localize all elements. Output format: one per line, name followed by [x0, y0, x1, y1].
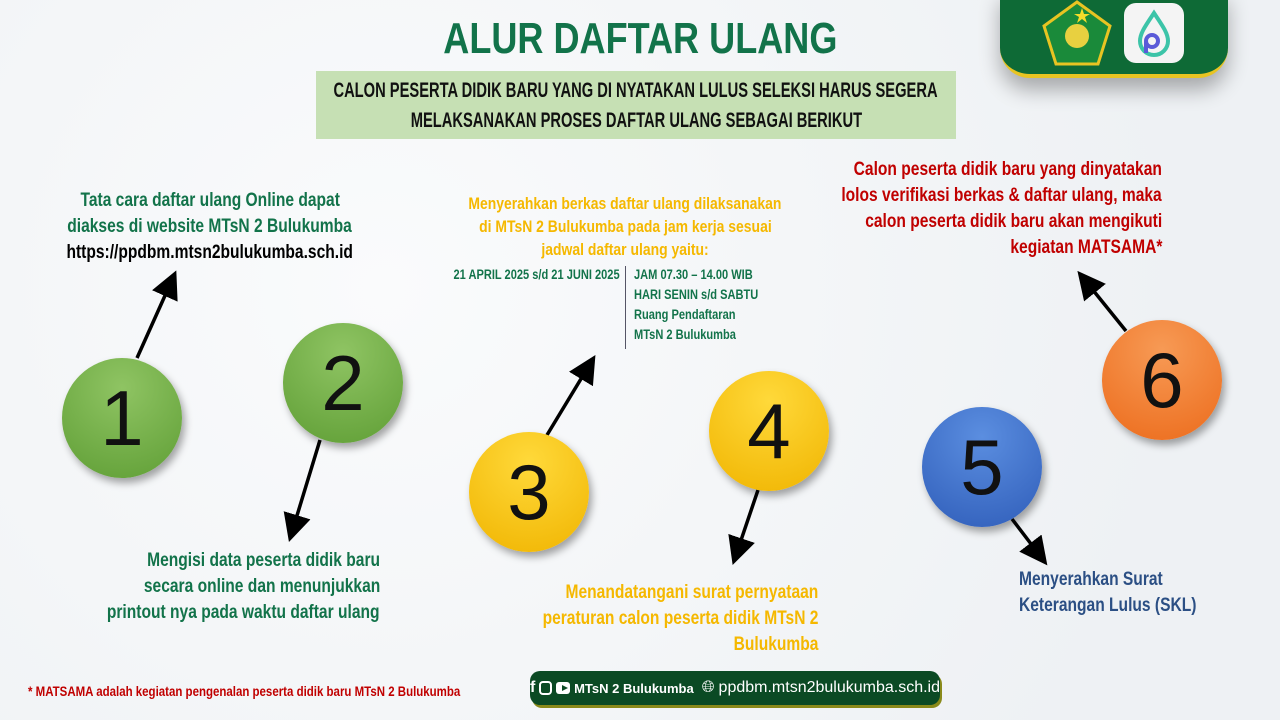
banner-line: CALON PESERTA DIDIK BARU YANG DI NYATAKAN LULUS SELEKSI HARUS SEGERA	[333, 79, 939, 102]
step-5-circle: 5	[922, 407, 1042, 527]
step-2-text: Mengisi data peserta didik baru secara online dan menunjukkan printout nya pada waktu daftar ulang	[107, 550, 380, 623]
divider	[625, 266, 626, 349]
step-1-circle: 1	[62, 358, 182, 478]
social-name: MTsN 2 Bulukumba	[574, 680, 694, 696]
footer-website-link[interactable]: ppdbm.mtsn2bulukumba.sch.id	[718, 679, 940, 696]
youtube-icon[interactable]	[556, 682, 570, 694]
banner-line: MELAKSANAKAN PROSES DAFTAR ULANG SEBAGAI BERIKUT	[410, 109, 862, 132]
arrow-4	[736, 490, 758, 555]
step-5-text: Menyerahkan Surat Keterangan Lulus (SKL)	[1019, 569, 1197, 616]
step-2-circle: 2	[283, 323, 403, 443]
website-link[interactable]: https://ppdbm.mtsn2bulukumba.sch.id	[66, 242, 354, 263]
instagram-icon[interactable]	[539, 681, 551, 695]
page-title: ALUR DAFTAR ULANG	[442, 14, 838, 63]
footer-bar	[530, 671, 940, 705]
step-3-circle: 3	[469, 432, 589, 552]
step-4-circle: 4	[709, 371, 829, 491]
arrow-5	[1012, 519, 1041, 557]
step-1-text: Tata cara daftar ulang Online dapat diakses di website MTsN 2 Bulukumba https://ppdbm.mtsn2bulukumba.sch.id	[20, 188, 400, 266]
step-3-text: Menyerahkan berkas daftar ulang dilaksanakan di MTsN 2 Bulukumba pada jam kerja sesuai jadwal daftar ulang yaitu:	[468, 194, 782, 259]
step-6-text: Calon peserta didik baru yang dinyatakan lolos verifikasi berkas & daftar ulang, maka calon peserta didik baru akan mengikuti kegiatan MATSAMA*	[841, 159, 1162, 258]
step-3-date-range: 21 APRIL 2025 s/d 21 JUNI 2025	[453, 267, 620, 282]
globe-icon: 🌐︎	[701, 679, 715, 696]
arrow-6	[1084, 279, 1126, 331]
step-4-text: Menandatangani surat pernyataan peraturan calon peserta didik MTsN 2 Bulukumba	[542, 582, 818, 655]
arrow-3	[547, 364, 590, 435]
step-3-details: JAM 07.30 – 14.00 WIB HARI SENIN s/d SABTU Ruang Pendaftaran MTsN 2 Bulukumba	[634, 267, 759, 342]
arrow-1	[137, 280, 172, 358]
arrow-2	[292, 440, 320, 532]
facebook-icon[interactable]: f	[530, 679, 536, 696]
footnote: * MATSAMA adalah kegiatan pengenalan peserta didik baru MTsN 2 Bulukumba	[28, 683, 461, 699]
step-6-circle: 6	[1102, 320, 1222, 440]
